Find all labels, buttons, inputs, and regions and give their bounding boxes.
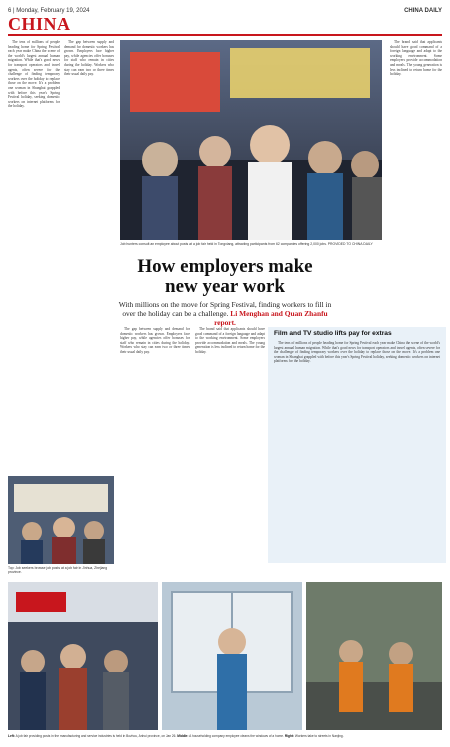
subhead-text: With millions on the move for Spring Festival, finding workers to fill in over the holiday can be a challenge.: [118, 300, 332, 318]
section-rule: [8, 34, 442, 36]
bottom-photo-left: [8, 582, 158, 730]
job-seekers-photo: [8, 476, 114, 564]
headline: How employers make new year work: [137, 256, 313, 297]
column-text: The tens of millions of people heading home for Spring Festival each year make China the scene of the world's largest annual human migration. While that's good news for transport operators and travel agents, often severe for the challenge of finding temporary workers over the holiday to replace those on the move. It's a problem one woman in Shanghai grappled with before this year's Spring Festival holiday, seeking domestic workers on internet platforms for the holiday.: [274, 341, 440, 364]
section-title: CHINA: [8, 14, 71, 34]
bottom-photo-right: [306, 582, 442, 730]
job-fair-photo: [120, 40, 382, 240]
column-text: The brand said that applicants should have good command of a foreign language and adapt to the working environment. Some employers provide accommodation and meals. The young generation is less inclined to return home for the holiday.: [195, 327, 265, 354]
caption-right-text: Workers take to streets in Nanjing.: [294, 734, 344, 738]
column-text: The gap between supply and demand for domestic workers has grown. Employers face higher pay, while agencies offer bonuses for staff who remain in cities during the holiday. Workers who stay can earn two or three times their usual daily pay.: [64, 40, 114, 77]
caption-middle-text: A householding company employee cleans the windows of a home.: [189, 734, 284, 738]
article-column-3: [390, 40, 442, 250]
page-info: 6 | Monday, February 19, 2024: [8, 8, 90, 14]
bottom-captions: [8, 734, 442, 738]
caption-left-label: Left:: [8, 734, 15, 738]
sidebar-text: [274, 341, 440, 557]
job-fair-crowd-photo: [8, 582, 158, 730]
secondary-photo-caption: Top: Job seekers browse job posts at a job fair in Jinhua, Zhejiang province.: [8, 566, 108, 575]
newspaper-name: CHINA DAILY: [404, 8, 442, 14]
column-text: The tens of millions of people heading home for Spring Festival each year make China the scene of the world's largest annual human migration. While that's good news for transport operators and travel agents, often severe for the challenge of finding temporary workers over the holiday to replace those on the move. It's a problem one woman in Shanghai grappled with before this year's Spring Festival holiday, seeking domestic workers on internet platforms for the holiday.: [8, 40, 60, 109]
street-workers-photo: [306, 582, 442, 730]
article-column-5: [195, 327, 265, 563]
column-text: The gap between supply and demand for domestic workers has grown. Employers face higher pay, while agencies offer bonuses for staff who remain in cities during the holiday. Workers who stay can earn two or three times their usual daily pay.: [120, 327, 190, 354]
sidebar-box: [268, 327, 446, 563]
page-header: [8, 6, 442, 16]
article-column-1: [8, 40, 60, 470]
byline: Li Menghan and Quan Zhanfu report.: [214, 309, 328, 327]
secondary-photo: [8, 476, 114, 564]
article-column-2: [64, 40, 114, 250]
main-photo: [120, 40, 382, 240]
caption-left-text: A job fair providing posts in the manufacturing and service industries is held in Bozhou, Anhui province, on Jan 26.: [15, 734, 177, 738]
caption-middle-label: Middle:: [177, 734, 189, 738]
window-cleaning-photo: [162, 582, 302, 730]
column-text: The brand said that applicants should have good command of a foreign language and adapt to the working environment. Some employers provide accommodation and meals. The young generation is less inclined to return home for the holiday.: [390, 40, 442, 77]
article-column-4: [120, 327, 190, 563]
sidebar-title: Film and TV studio lifts pay for extras: [274, 330, 392, 337]
subheadline: [118, 300, 332, 327]
caption-right-label: Right:: [284, 734, 295, 738]
main-photo-caption: Job hunters consult an employee about posts at a job fair held in Tongxiang, attracting participants from 62 companies offering 2,000 jobs. PROVIDED TO CHINA DAILY: [120, 242, 373, 246]
bottom-photo-middle: [162, 582, 302, 730]
